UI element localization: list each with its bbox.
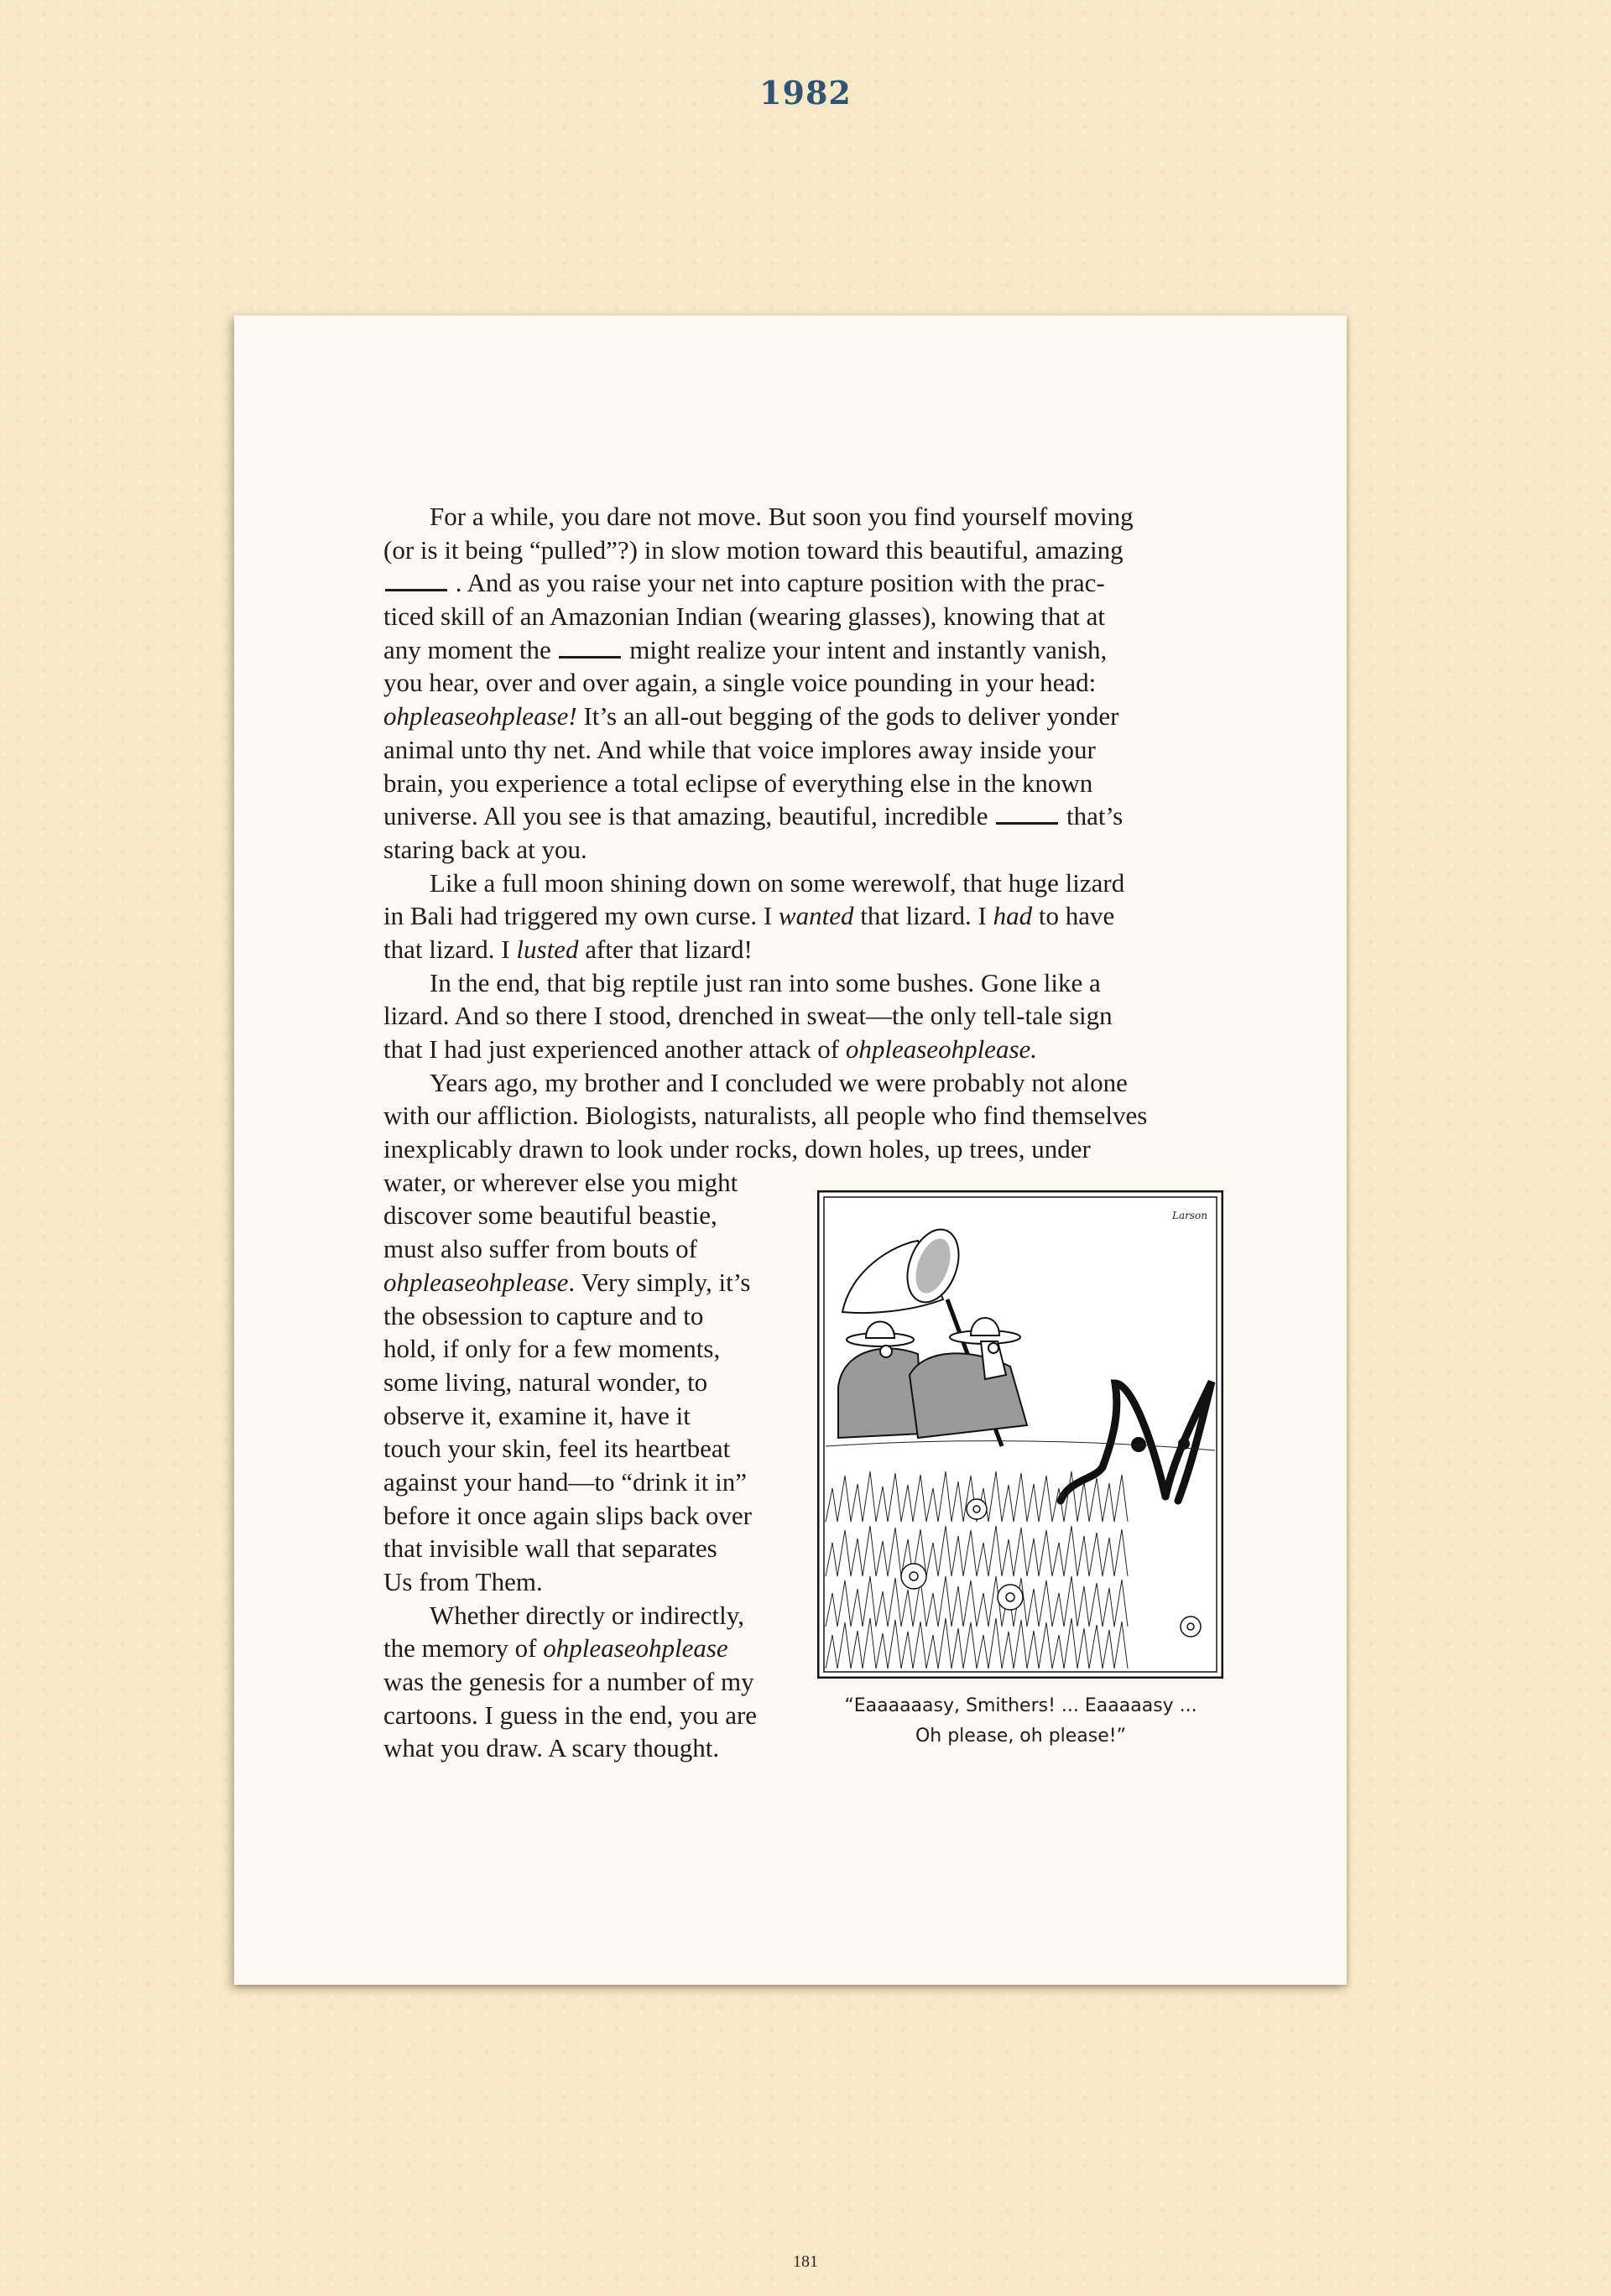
page-card [234, 315, 1347, 1985]
text-segment: with our affliction. Biologists, naturalists, all people who find themselves [383, 1101, 1148, 1131]
text-segment: Whether directly or indirectly, [430, 1600, 744, 1630]
cartoon-caption [792, 1691, 1249, 1752]
text-segment: animal unto thy net. And while that voice implores away inside your [383, 734, 1096, 764]
text-segment: For a while, you dare not move. But soon you find yourself moving [430, 502, 1134, 531]
text-segment: that lizard. I [853, 901, 993, 931]
text-line [383, 600, 1231, 633]
text-segment: before it once again slips back over [383, 1500, 752, 1530]
text-segment: . Very simply, it’s [568, 1267, 751, 1297]
text-segment: brain, you experience a total eclipse of everything else in the known [383, 768, 1093, 798]
text-segment: that invisible wall that separates [383, 1533, 717, 1564]
text-line [383, 799, 1231, 833]
text-segment: that I had just experienced another attack of [383, 1034, 846, 1064]
caption-line-2: Oh please, oh please!” [915, 1726, 1127, 1747]
fill-in-blank [385, 569, 447, 591]
fill-in-blank [559, 636, 621, 659]
text-segment: staring back at you. [383, 834, 587, 864]
text-segment: It’s an all-out begging of the gods to deliver yonder [576, 701, 1119, 731]
text-line [383, 999, 1231, 1033]
text-line [383, 1033, 1231, 1066]
text-line [383, 833, 1231, 867]
text-line [383, 700, 1231, 733]
text-line [383, 534, 1231, 567]
text-line [383, 899, 1231, 933]
text-line [383, 500, 1231, 534]
text-segment: . And as you raise your net into capture position with the prac- [449, 568, 1105, 598]
italic-text: ohpleaseohplease [383, 1267, 569, 1297]
text-line [383, 633, 1231, 667]
text-line [383, 666, 1231, 700]
text-line [383, 933, 1231, 966]
text-segment: water, or wherever else you might [383, 1167, 738, 1197]
text-line [383, 867, 1231, 900]
caption-line-1: “Eaaaaaasy, Smithers! ... Eaaaaasy ... [844, 1695, 1197, 1716]
italic-text: ohpleaseohplease [543, 1633, 728, 1663]
italic-text: lusted [516, 934, 579, 964]
text-segment: In the end, that big reptile just ran into some bushes. Gone like a [430, 967, 1101, 997]
text-line [383, 1099, 1231, 1132]
text-segment: (or is it being “pulled”?) in slow motion toward this beautiful, amazing [383, 534, 1124, 565]
cartoon-illustration [817, 1190, 1223, 1679]
text-segment: observe it, examine it, have it [383, 1400, 691, 1430]
text-segment: you hear, over and over again, a single voice pounding in your head: [383, 668, 1097, 698]
text-segment: cartoons. I guess in the end, you are [383, 1700, 758, 1730]
svg-text:Larson: Larson [1172, 1210, 1207, 1221]
chapter-year: 1982 [759, 74, 852, 112]
text-segment: after that lizard! [578, 934, 753, 964]
text-segment: that’s [1060, 801, 1124, 831]
text-line [383, 733, 1231, 767]
italic-text: ohpleaseohplease. [845, 1034, 1038, 1064]
text-segment: ticed skill of an Amazonian Indian (wearing glasses), knowing that at [383, 601, 1106, 632]
fill-in-blank [996, 802, 1058, 825]
text-line [383, 966, 1231, 1000]
italic-text: ohpleaseohplease! [383, 701, 577, 731]
text-segment: in Bali had triggered my own curse. I [383, 901, 779, 931]
text-segment: was the genesis for a number of my [383, 1667, 754, 1697]
text-segment: touch your skin, feel its heartbeat [383, 1434, 731, 1464]
text-segment: the obsession to capture and to [383, 1300, 704, 1330]
text-segment: universe. All you see is that amazing, beautiful, incredible [383, 801, 995, 831]
text-segment: might realize your intent and instantly vanish, [623, 634, 1108, 664]
text-segment: against your hand—to “drink it in” [383, 1466, 748, 1497]
text-segment: what you draw. A scary thought. [383, 1733, 720, 1763]
text-segment: Like a full moon shining down on some werewolf, that huge lizard [430, 867, 1125, 898]
page-number: 181 [793, 2252, 818, 2271]
text-segment: Us from Them. [383, 1567, 543, 1596]
text-segment: must also suffer from bouts of [383, 1234, 697, 1264]
italic-text: had [993, 901, 1033, 931]
text-segment: discover some beautiful beastie, [383, 1200, 717, 1231]
text-segment: any moment the [383, 634, 558, 664]
text-segment: that lizard. I [383, 934, 517, 964]
text-segment: to have [1032, 901, 1115, 931]
text-line [383, 566, 1231, 600]
text-segment: the memory of [383, 1633, 544, 1663]
text-line [383, 767, 1231, 800]
text-segment: hold, if only for a few moments, [383, 1334, 721, 1364]
text-segment: Years ago, my brother and I concluded we were probably not alone [430, 1067, 1128, 1097]
text-segment: inexplicably drawn to look under rocks, down holes, up trees, under [383, 1134, 1091, 1164]
italic-text: wanted [778, 901, 854, 931]
text-line [383, 1066, 1231, 1100]
text-segment: some living, natural wonder, to [383, 1367, 708, 1397]
text-line [383, 1132, 1231, 1166]
text-segment: lizard. And so there I stood, drenched in sweat—the only tell-tale sign [383, 1001, 1113, 1031]
